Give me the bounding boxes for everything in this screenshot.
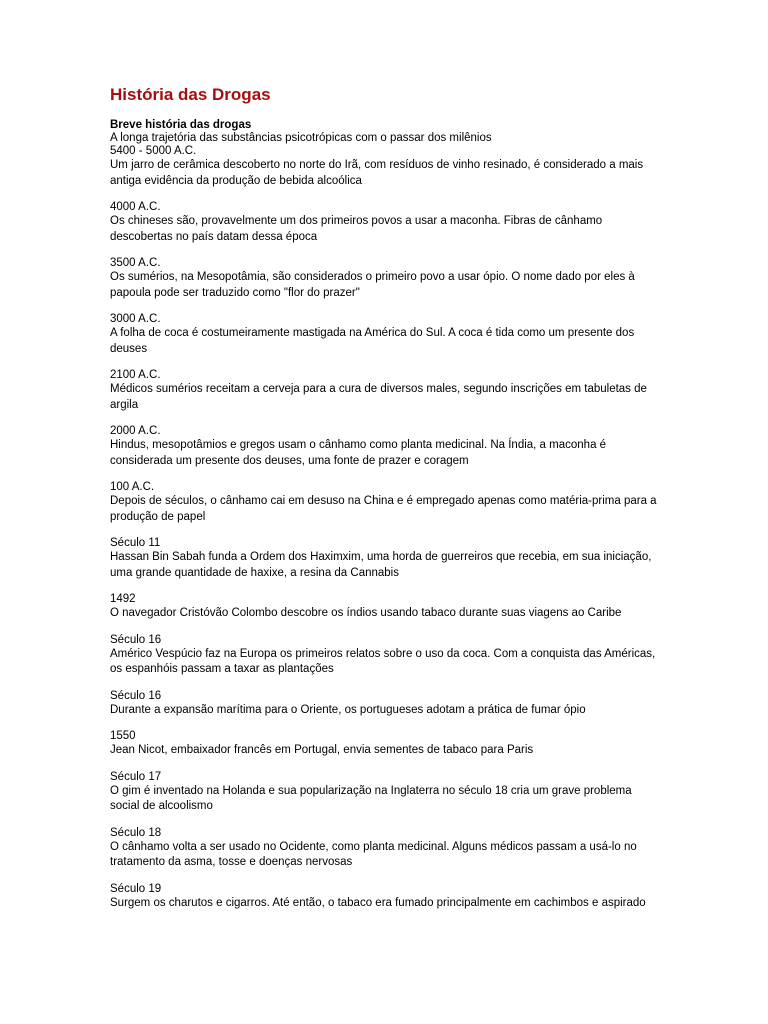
- entry-date: 5400 - 5000 A.C.: [110, 145, 197, 157]
- entry-text: Depois de séculos, o cânhamo cai em desuso na China e é empregado apenas como matéria-prima para a produção de papel: [110, 495, 657, 523]
- entry-text: A folha de coca é costumeiramente mastigada na América do Sul. A coca é tida como um presente dos deuses: [110, 327, 635, 355]
- entry-date: Século 11: [110, 537, 161, 549]
- timeline-entry: [110, 145, 660, 189]
- entry-date: 3000 A.C.: [110, 313, 161, 325]
- timeline-entry: [110, 730, 660, 759]
- entry-text: Médicos sumérios receitam a cerveja para a cura de diversos males, segundo inscrições em tabuletas de argila: [110, 383, 647, 411]
- entry-date: 100 A.C.: [110, 481, 155, 493]
- document-page: [110, 84, 660, 911]
- entry-text: O gim é inventado na Holanda e sua popularização na Inglaterra no século 18 cria um grave problema social de alcoolismo: [110, 784, 632, 812]
- entry-date: 4000 A.C.: [110, 201, 161, 213]
- entry-text: Um jarro de cerâmica descoberto no norte do Irã, com resíduos de vinho resinado, é considerado a mais antiga evidência da produção de bebida alcoólica: [110, 159, 644, 187]
- entry-text: Hindus, mesopotâmios e gregos usam o cânhamo como planta medicinal. Na Índia, a maconha é considerada um presente dos deuses, uma fonte de prazer e coragem: [110, 439, 607, 467]
- entry-date: 2100 A.C.: [110, 369, 161, 381]
- timeline-entry: [110, 481, 660, 525]
- entry-text: Os chineses são, provavelmente um dos primeiros povos a usar a maconha. Fibras de cânhamo descobertas no país datam dessa época: [110, 215, 603, 243]
- entry-text: Jean Nicot, embaixador francês em Portugal, envia sementes de tabaco para Paris: [110, 744, 534, 756]
- timeline-entry: [110, 425, 660, 469]
- timeline-entry: [110, 201, 660, 245]
- timeline-entry: [110, 827, 660, 871]
- entry-date: 1550: [110, 730, 136, 742]
- entry-text: Durante a expansão marítima para o Oriente, os portugueses adotam a prática de fumar ópio: [110, 703, 586, 716]
- entry-text: O cânhamo volta a ser usado no Ocidente, como planta medicinal. Alguns médicos passam a usá-lo no tratamento da asma, tosse e doenças nervosas: [110, 840, 637, 868]
- entry-text: Os sumérios, na Mesopotâmia, são considerados o primeiro povo a usar ópio. O nome dado por eles à papoula pode ser traduzido como "flor do prazer": [110, 271, 635, 299]
- entry-date: Século 16: [110, 633, 162, 646]
- entry-date: 1492: [110, 593, 136, 605]
- timeline-entry: [110, 257, 660, 301]
- entry-date: Século 16: [110, 689, 162, 702]
- entry-text: Surgem os charutos e cigarros. Até então, o tabaco era fumado principalmente em cachimbos e aspirado: [110, 896, 646, 909]
- timeline: [110, 145, 660, 911]
- timeline-entry: [110, 883, 660, 912]
- entry-date: Século 18: [110, 826, 162, 839]
- document-lead: A longa trajetória das substâncias psicotrópicas com o passar dos milênios: [110, 132, 492, 144]
- timeline-entry: [110, 690, 660, 719]
- entry-text: Américo Vespúcio faz na Europa os primeiros relatos sobre o uso da coca. Com a conquista das Américas, os espanhóis passam a taxar as plantações: [110, 647, 656, 675]
- timeline-entry: [110, 593, 660, 622]
- entry-text: O navegador Cristóvão Colombo descobre os índios usando tabaco durante suas viagens ao Caribe: [110, 607, 622, 619]
- timeline-entry: [110, 634, 660, 678]
- document-subtitle: Breve história das drogas: [110, 119, 252, 131]
- entry-date: Século 19: [110, 882, 162, 895]
- timeline-entry: [110, 313, 660, 357]
- timeline-entry: [110, 369, 660, 413]
- timeline-entry: [110, 537, 660, 581]
- entry-date: 2000 A.C.: [110, 425, 161, 437]
- timeline-entry: [110, 771, 660, 815]
- entry-date: Século 17: [110, 770, 162, 783]
- page-title: História das Drogas: [110, 85, 271, 104]
- entry-text: Hassan Bin Sabah funda a Ordem dos Haximxim, uma horda de guerreiros que recebia, em sua iniciação, uma grande quantidade de haxixe, a resina da Cannabis: [110, 551, 652, 579]
- entry-date: 3500 A.C.: [110, 257, 161, 269]
